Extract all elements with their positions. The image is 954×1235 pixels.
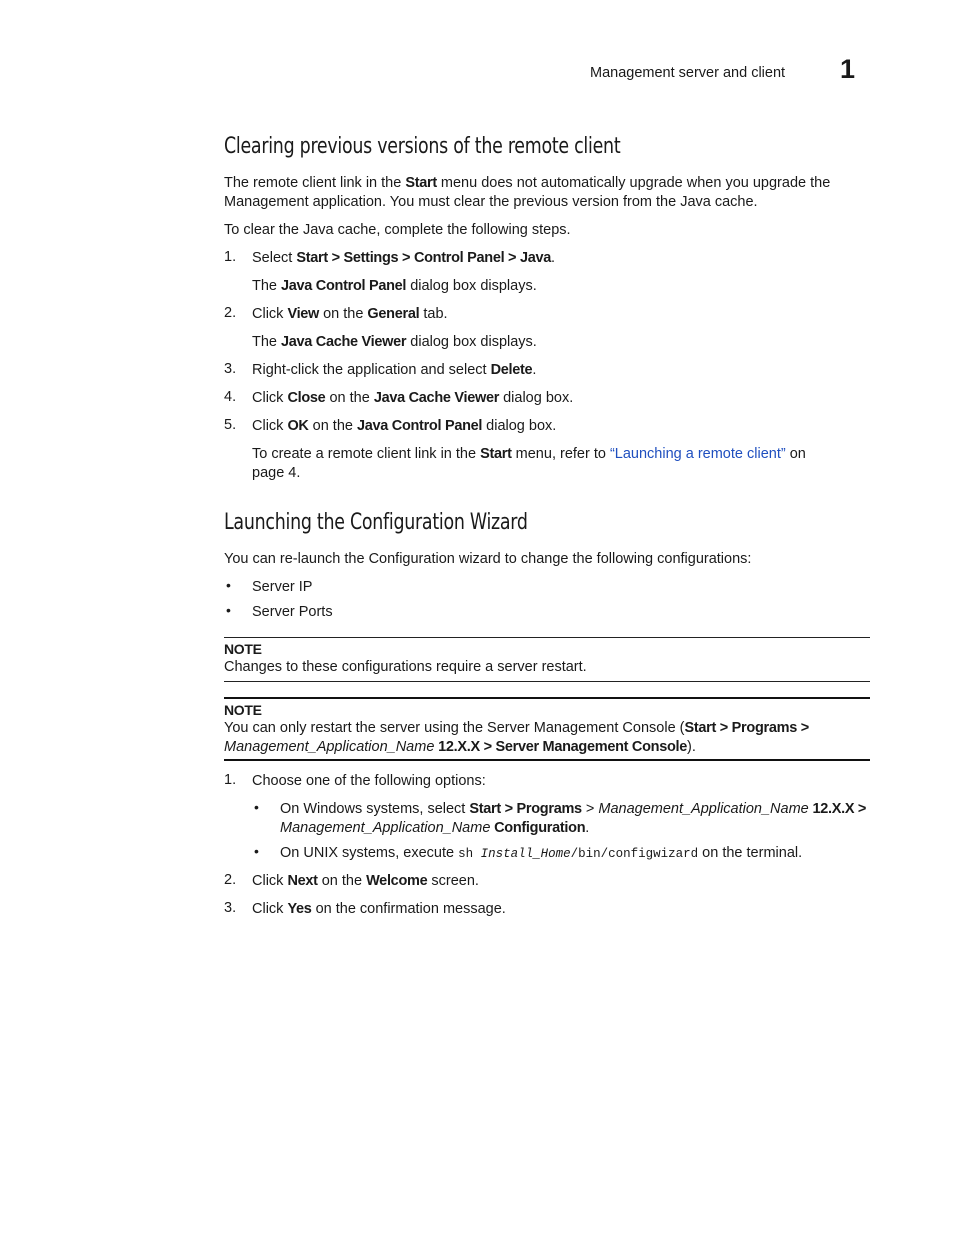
step-number: 1. [224, 772, 237, 788]
text-run: menu, refer to [511, 446, 610, 462]
text-run: The remote client link in the [224, 175, 406, 191]
step-number: 2. [224, 305, 237, 321]
list-item: Server IP [252, 579, 313, 595]
ui-term: Close [287, 390, 326, 406]
note-rule-bottom [224, 681, 870, 682]
note-rule-top [224, 697, 870, 699]
text-run: On Windows systems, select [280, 801, 470, 817]
ui-term: OK [287, 418, 309, 434]
text-run: Right-click the application and select [252, 362, 491, 378]
text-run: on page 4. [252, 446, 806, 481]
text-run: The [252, 334, 282, 350]
bullet-icon: • [254, 843, 259, 859]
text-run: on the terminal. [698, 845, 803, 861]
ui-term: Java [519, 250, 551, 266]
option-item [280, 844, 870, 864]
chapter-title: Management server and client [590, 65, 786, 81]
cross-reference-link[interactable]: “Launching a remote client” [609, 446, 786, 462]
code-text: sh [458, 847, 481, 861]
text-run: dialog box. [482, 418, 557, 434]
list-item: Server Ports [252, 604, 333, 620]
ui-term: > [716, 720, 732, 736]
ui-term: > [327, 250, 344, 266]
step-number: 1. [224, 249, 237, 265]
text-run: Select [252, 250, 297, 266]
paragraph: You can re-launch the Configuration wizard to change the following configurations: [224, 551, 752, 567]
text-run: Click [252, 390, 288, 406]
ui-term: View [287, 306, 320, 322]
step-number: 3. [224, 900, 237, 916]
text-run: > [581, 801, 599, 817]
step-result [252, 333, 852, 352]
step-number: 2. [224, 872, 237, 888]
step-text [252, 361, 852, 380]
paragraph [224, 174, 854, 212]
text-run: . [551, 250, 556, 266]
ui-term: > [398, 250, 414, 266]
text-run: screen. [427, 873, 479, 889]
variable-term: Management_Application_Name [598, 801, 809, 817]
ui-term: > [796, 720, 809, 736]
ui-term: Control Panel [413, 250, 505, 266]
step-number: 3. [224, 361, 237, 377]
ui-term: General [367, 306, 420, 322]
text-run: menu does not automatically upgrade when you upgrade the Management application. You must clear the previous version from the Java cache. [224, 175, 831, 210]
ui-term: Start [296, 250, 328, 266]
step-text [252, 417, 852, 436]
text-run: ). [687, 739, 696, 755]
chapter-number: 1 [840, 54, 856, 84]
step-text [252, 872, 852, 891]
step-text [252, 389, 852, 408]
ui-term: Programs [516, 801, 582, 817]
variable-term: Management_Application_Name [224, 739, 435, 755]
ui-term: > [500, 801, 517, 817]
text-run: . [532, 362, 537, 378]
text-run: tab. [419, 306, 448, 322]
ui-term: Delete [490, 362, 533, 378]
bullet-icon: • [226, 577, 231, 593]
variable-term: Management_Application_Name [280, 820, 491, 836]
note-label: NOTE [224, 641, 262, 657]
step-number: 4. [224, 389, 237, 405]
ui-term: Java Cache Viewer [373, 390, 500, 406]
section-heading-clearing: Clearing previous versions of the remote client [224, 134, 621, 159]
paragraph: To clear the Java cache, complete the following steps. [224, 222, 571, 238]
text-run: dialog box displays. [406, 278, 537, 294]
text-run: on the [308, 418, 357, 434]
step-text [252, 249, 852, 268]
text-run: Choose one of the following options: [252, 773, 486, 789]
ui-term: Java Control Panel [281, 278, 407, 294]
text-run: dialog box displays. [406, 334, 537, 350]
ui-term: Java Cache Viewer [281, 334, 407, 350]
ui-term: Yes [287, 901, 312, 917]
text-run: On UNIX systems, execute [280, 845, 459, 861]
text-run: . [585, 820, 590, 836]
code-text: /bin/configwizard [570, 847, 699, 861]
text-run: on the confirmation message. [311, 901, 506, 917]
ui-term: Java Control Panel [356, 418, 483, 434]
text-run: Click [252, 901, 288, 917]
section-heading-launching: Launching the Configuration Wizard [224, 510, 528, 535]
text-run: Click [252, 418, 288, 434]
note-label: NOTE [224, 702, 262, 718]
ui-term: 12.X.X > Server Management Console [434, 739, 688, 755]
bullet-icon: • [226, 602, 231, 618]
text-run: You can only restart the server using the Server Management Console ( [224, 720, 685, 736]
step-text [252, 772, 852, 791]
bullet-icon: • [254, 799, 259, 815]
text-run: To create a remote client link in the [252, 446, 481, 462]
ui-term: > [504, 250, 520, 266]
note-rule-top [224, 637, 870, 638]
ui-term: Start [469, 801, 501, 817]
code-text: Install_Home [480, 847, 571, 861]
text-run: on the [317, 873, 367, 889]
ui-term: Programs [731, 720, 797, 736]
text-run: Click [252, 873, 288, 889]
text-run: on the [325, 390, 374, 406]
step-number: 5. [224, 417, 237, 433]
text-run: Click [252, 306, 288, 322]
step-result [252, 277, 852, 296]
ui-term: Configuration [490, 820, 586, 836]
ui-term: Start [480, 446, 512, 462]
text-run: on the [319, 306, 368, 322]
note-text [224, 719, 824, 757]
text-run: The [252, 278, 282, 294]
ui-term: Welcome [366, 873, 428, 889]
ui-term: Next [287, 873, 318, 889]
ui-term: Start [684, 720, 717, 736]
ui-term: 12.X.X > [808, 801, 867, 817]
step-text [252, 305, 852, 324]
option-item [280, 800, 870, 838]
ui-term: Start [405, 175, 437, 191]
ui-term: Settings [343, 250, 399, 266]
text-run: dialog box. [499, 390, 574, 406]
note-text: Changes to these configurations require a server restart. [224, 659, 587, 675]
note-rule-bottom [224, 759, 870, 761]
step-text [252, 900, 852, 919]
step-final-note [252, 445, 832, 483]
